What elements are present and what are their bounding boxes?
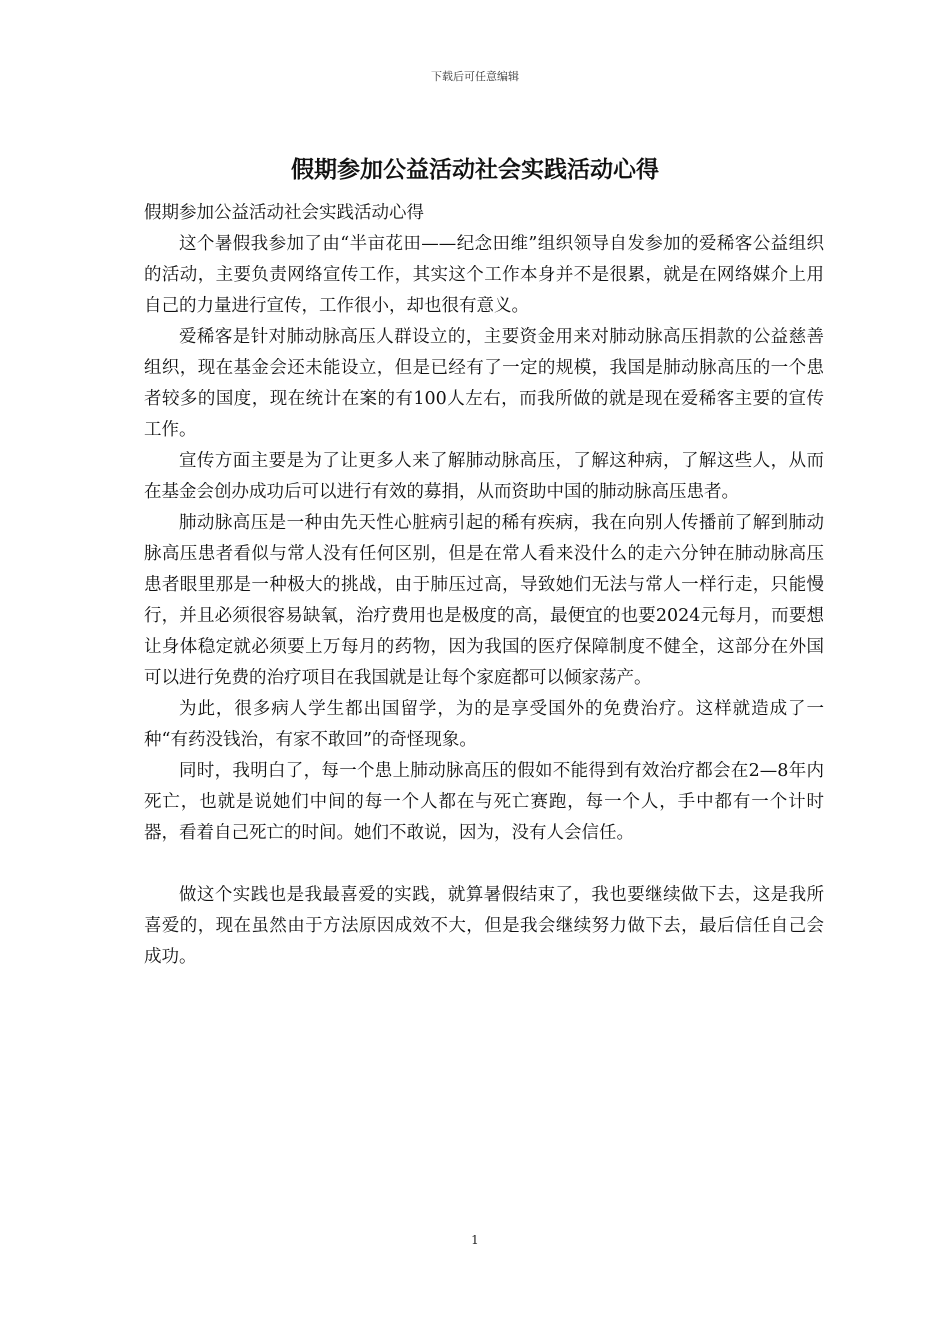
paragraph-7: 做这个实践也是我最喜爱的实践，就算暑假结束了，我也要继续做下去，这是我所喜爱的，现在虽然由于方法原因成效不大，但是我会继续努力做下去，最后信任自己会成功。	[144, 885, 824, 967]
document-body	[144, 198, 824, 973]
paragraph-4: 肺动脉高压是一种由先天性心脏病引起的稀有疾病，我在向别人传播前了解到肺动脉高压患者看似与常人没有任何区别，但是在常人看来没什么的走六分钟在肺动脉高压患者眼里那是一种极大的挑战，由于肺压过高，导致她们无法与常人一样行走，只能慢行，并且必须很容易缺氧，治疗费用也是极度的高，最便宜的也要2024元每月，而要想让身体稳定就必须要上万每月的药物，因为我国的医疗保障制度不健全，这部分在外国可以进行免费的治疗项目在我国就是让每个家庭都可以倾家荡产。	[144, 513, 824, 688]
paragraph-5: 为此，很多病人学生都出国留学，为的是享受国外的免费治疗。这样就造成了一种“有药没钱治，有家不敢回”的奇怪现象。	[144, 699, 824, 750]
paragraph-3: 宣传方面主要是为了让更多人来了解肺动脉高压，了解这种病，了解这些人，从而在基金会创办成功后可以进行有效的募捐，从而资助中国的肺动脉高压患者。	[144, 451, 824, 502]
paragraph-1: 这个暑假我参加了由“半亩花田——纪念田维”组织领导自发参加的爱稀客公益组织的活动，主要负责网络宣传工作，其实这个工作本身并不是很累，就是在网络媒介上用自己的力量进行宣传，工作很小，却也很有意义。	[144, 234, 824, 316]
subtitle-paragraph: 假期参加公益活动社会实践活动心得	[144, 203, 424, 223]
header-note: 下载后可任意编辑	[431, 70, 519, 83]
page-number: 1	[471, 1233, 479, 1247]
document-title: 假期参加公益活动社会实践活动心得	[291, 156, 659, 183]
paragraph-2: 爱稀客是针对肺动脉高压人群设立的，主要资金用来对肺动脉高压捐款的公益慈善组织，现在基金会还未能设立，但是已经有了一定的规模，我国是肺动脉高压的一个患者较多的国度，现在统计在案的有100人左右，而我所做的就是现在爱稀客主要的宣传工作。	[144, 327, 824, 440]
paragraph-6: 同时，我明白了，每一个患上肺动脉高压的假如不能得到有效治疗都会在2—8年内死亡，也就是说她们中间的每一个人都在与死亡赛跑，每一个人，手中都有一个计时器，看着自己死亡的时间。她们不敢说，因为，没有人会信任。	[144, 761, 824, 843]
